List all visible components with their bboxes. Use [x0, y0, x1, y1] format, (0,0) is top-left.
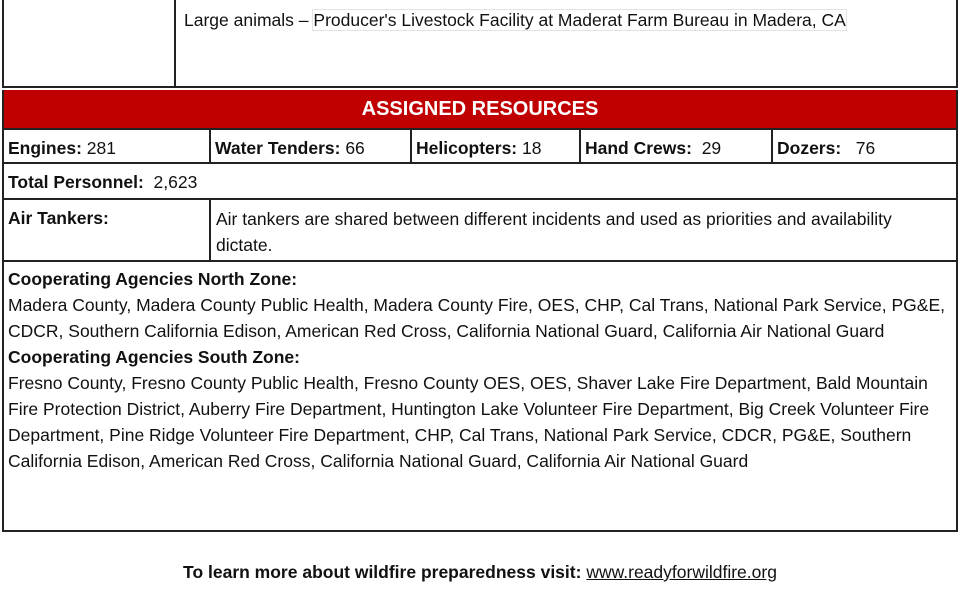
helicopters-cell — [412, 130, 581, 162]
agencies-cell — [8, 266, 953, 474]
dozers-value: 76 — [841, 138, 876, 158]
animals-facility: Producer's Livestock Facility at Maderat Farm Bureau in Madera, CA — [313, 10, 846, 30]
agencies-row — [2, 262, 958, 532]
air-tankers-row — [2, 200, 958, 262]
personnel-value: 2,623 — [143, 172, 198, 192]
water-tenders-value: 66 — [340, 138, 365, 158]
water-tenders-label: Water Tenders: — [215, 138, 341, 158]
personnel-label: Total Personnel: — [8, 172, 144, 192]
personnel-cell — [8, 170, 197, 194]
helicopters-value: 18 — [517, 138, 542, 158]
south-zone-heading: Cooperating Agencies South Zone: — [8, 347, 300, 367]
south-zone-list: Fresno County, Fresno County Public Health, Fresno County OES, OES, Shaver Lake Fire Department, Bald Mountain Fire Protection District, Auberry Fire Department, Huntington Lake Volunteer Fire Department, Big Creek Volunteer Fire Department, Pine Ridge Volunteer Fire Department, CHP, Cal Trans, National Park Service, CDCR, PG&E, Southern California Edison, American Red Cross, California National Guard, California Air National Guard — [8, 373, 930, 471]
helicopters-label: Helicopters: — [416, 138, 518, 158]
equipment-row — [2, 128, 958, 164]
engines-label: Engines: — [8, 138, 82, 158]
footer — [0, 560, 960, 584]
water-tenders-cell — [211, 130, 412, 162]
personnel-row — [2, 164, 958, 200]
readyforwildfire-link[interactable]: www.readyforwildfire.org — [586, 562, 777, 582]
animals-cell — [184, 8, 846, 32]
engines-value: 281 — [81, 138, 116, 158]
engines-cell — [4, 130, 211, 162]
air-tankers-text: Air tankers are shared between different incidents and used as priorities and availability dictate. — [216, 209, 892, 255]
air-tankers-label: Air Tankers: — [4, 200, 211, 260]
north-zone-heading: Cooperating Agencies North Zone: — [8, 269, 298, 289]
north-zone-list: Madera County, Madera County Public Health, Madera County Fire, OES, CHP, Cal Trans, National Park Service, PG&E, CDCR, Southern California Edison, American Red Cross, California National Guard, California Air National Guard — [8, 295, 945, 341]
assigned-resources-header: ASSIGNED RESOURCES — [2, 90, 958, 128]
animals-prefix: Large animals – — [184, 10, 314, 30]
dozers-label: Dozers: — [777, 138, 842, 158]
animals-empty-cell — [4, 0, 176, 86]
footer-label: To learn more about wildfire preparedness visit: — [183, 562, 582, 582]
hand-crews-cell — [581, 130, 773, 162]
animals-row — [2, 0, 958, 88]
hand-crews-label: Hand Crews: — [585, 138, 692, 158]
hand-crews-value: 29 — [691, 138, 722, 158]
dozers-cell — [773, 130, 956, 162]
